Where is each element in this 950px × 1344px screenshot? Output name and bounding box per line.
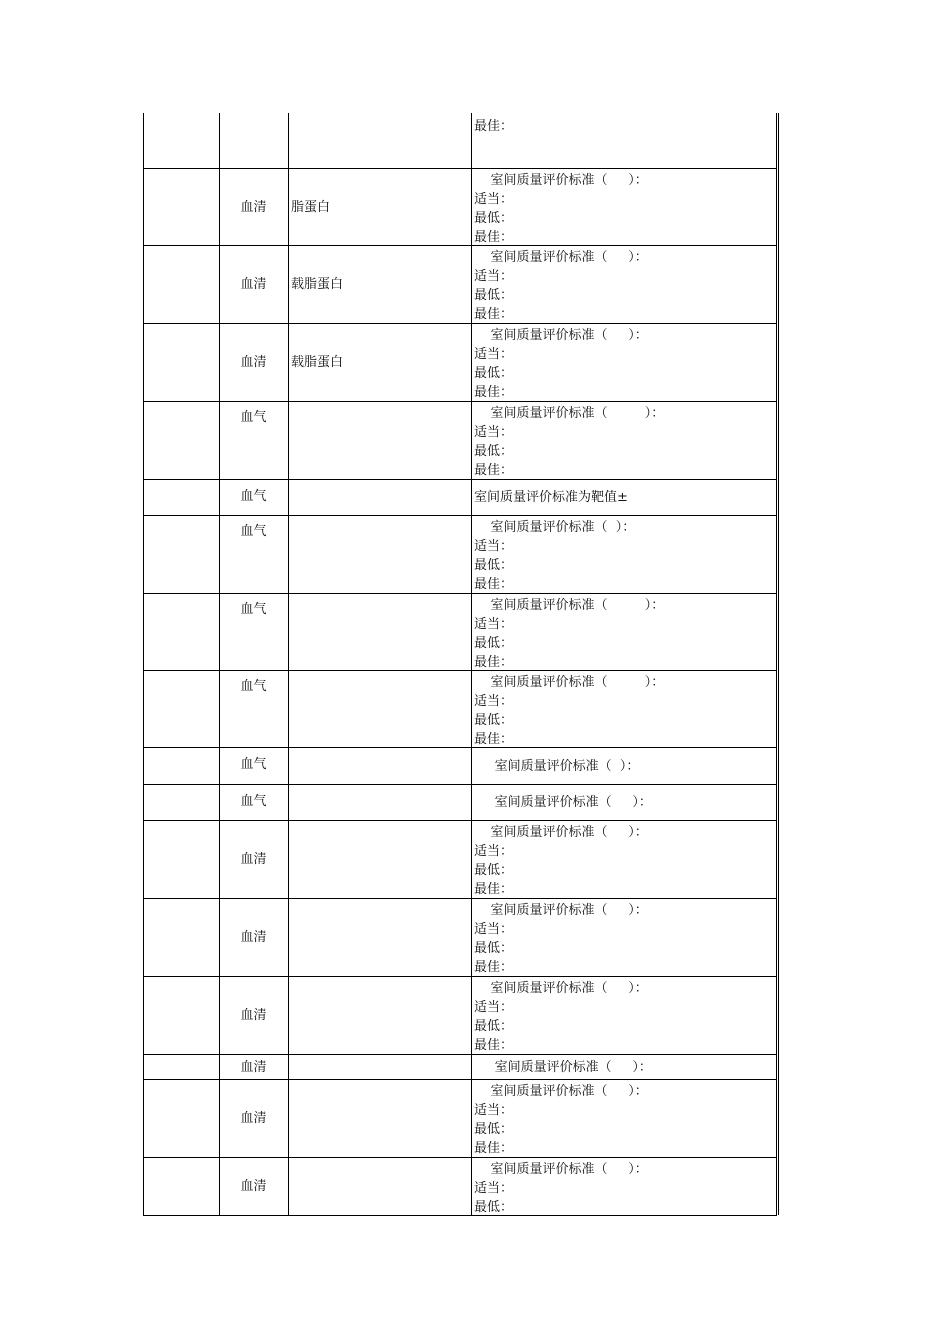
test-item-cell: 脂蛋白	[291, 199, 331, 215]
criteria-line: 最低：	[474, 444, 514, 459]
table-row-border	[143, 479, 777, 480]
table-row-border	[143, 898, 777, 899]
criteria-line: 适当：	[474, 922, 514, 937]
criteria-line: 室间质量评价标准（ ）：	[474, 1162, 648, 1177]
criteria-line: 适当：	[474, 844, 514, 859]
table-row-border	[143, 670, 777, 671]
table-row-border	[143, 401, 777, 402]
specimen-cell: 血清	[240, 277, 267, 292]
criteria-line: 适当：	[474, 347, 514, 362]
criteria-line: 室间质量评价标准（ ）：	[474, 1059, 652, 1075]
table-column-border	[776, 113, 777, 1215]
table-column-border	[778, 113, 779, 1215]
table-row-border	[143, 1054, 777, 1055]
table-column-border	[471, 113, 472, 1215]
criteria-line: 最低：	[474, 636, 514, 651]
criteria-line: 室间质量评价标准（ ）：	[474, 903, 648, 918]
specimen-cell: 血清	[240, 1111, 267, 1126]
criteria-line: 最佳：	[474, 1141, 514, 1156]
criteria-line: 室间质量评价标准（ ）：	[474, 406, 665, 421]
table-row-border	[143, 1157, 777, 1158]
criteria-line: 最佳：	[474, 230, 514, 245]
specimen-cell: 血清	[240, 199, 267, 215]
criteria-line: 适当：	[474, 539, 514, 554]
table-row-border	[143, 820, 777, 821]
specimen-cell: 血气	[240, 410, 267, 425]
criteria-line: 最佳：	[474, 732, 514, 747]
criteria-line: 室间质量评价标准（ ）：	[474, 795, 652, 810]
criteria-line: 室间质量评价标准（ ）：	[474, 1084, 648, 1099]
criteria-line: 最佳：	[474, 960, 514, 975]
specimen-cell: 血气	[240, 524, 267, 539]
criteria-line: 最佳：	[474, 385, 514, 400]
criteria-line: 最佳：	[474, 882, 514, 897]
table-row-border	[143, 515, 777, 516]
specimen-cell: 血气	[240, 489, 267, 504]
criteria-line: 最低：	[474, 558, 514, 573]
criteria-line: 室间质量评价标准（ ）：	[474, 328, 648, 343]
criteria-line: 最低：	[474, 713, 514, 728]
table-row-border	[143, 245, 777, 246]
criteria-line: 最低：	[474, 288, 514, 303]
criteria-line: 适当：	[474, 425, 514, 440]
table-row-border	[143, 168, 777, 169]
criteria-line: 室间质量评价标准（ ）：	[474, 981, 648, 996]
specimen-cell: 血气	[240, 757, 267, 772]
criteria-line: 最低：	[474, 1200, 514, 1215]
criteria-line: 适当：	[474, 269, 514, 284]
criteria-line: 最低：	[474, 211, 514, 226]
table-row-border	[143, 1215, 777, 1216]
criteria-line: 最低：	[474, 863, 514, 878]
specimen-cell: 血清	[240, 930, 267, 945]
table-column-border	[288, 113, 289, 1215]
table-row-border	[143, 323, 777, 324]
test-item-cell: 载脂蛋白	[291, 355, 344, 370]
criteria-line: 适当：	[474, 617, 514, 632]
criteria-line: 适当：	[474, 694, 514, 709]
criteria-line: 最低：	[474, 941, 514, 956]
criteria-line: 适当：	[474, 192, 514, 207]
criteria-line: 室间质量评价标准（ ）：	[474, 675, 665, 690]
specimen-cell: 血气	[240, 602, 267, 617]
specimen-cell: 血气	[240, 679, 267, 694]
criteria-line: 室间质量评价标准（ ）：	[474, 520, 636, 535]
table-row-border	[143, 1079, 777, 1080]
criteria-line: 室间质量评价标准（ ）：	[474, 598, 665, 613]
criteria-line: 室间质量评价标准（ ）：	[474, 173, 648, 188]
criteria-line: 最佳：	[474, 307, 514, 322]
specimen-cell: 血清	[240, 1008, 267, 1023]
criteria-line: 室间质量评价标准（ ）：	[474, 250, 648, 265]
test-item-cell: 载脂蛋白	[291, 277, 344, 292]
criteria-line: 最低：	[474, 366, 514, 381]
specimen-cell: 血清	[240, 852, 267, 867]
criteria-line: 室间质量评价标准为靶值±	[474, 490, 628, 505]
specimen-cell: 血清	[240, 355, 267, 370]
criteria-line: 最佳：	[474, 119, 514, 134]
criteria-line: 最佳：	[474, 655, 514, 670]
table-row-border	[143, 747, 777, 748]
criteria-line: 适当：	[474, 1103, 514, 1118]
specimen-cell: 血清	[240, 1059, 267, 1075]
table-column-border	[143, 113, 144, 1215]
table-row-border	[143, 976, 777, 977]
table-row-border	[143, 784, 777, 785]
criteria-line: 室间质量评价标准（ ）：	[474, 825, 648, 840]
table-row-border	[143, 593, 777, 594]
criteria-line: 适当：	[474, 1000, 514, 1015]
specimen-cell: 血气	[240, 794, 267, 809]
criteria-line: 最低：	[474, 1019, 514, 1034]
criteria-line: 适当：	[474, 1181, 514, 1196]
criteria-line: 最佳：	[474, 1038, 514, 1053]
criteria-line: 最佳：	[474, 463, 514, 478]
criteria-line: 最低：	[474, 1122, 514, 1137]
criteria-line: 最佳：	[474, 577, 514, 592]
criteria-line: 室间质量评价标准（ ）：	[474, 758, 640, 774]
specimen-cell: 血清	[240, 1179, 267, 1194]
